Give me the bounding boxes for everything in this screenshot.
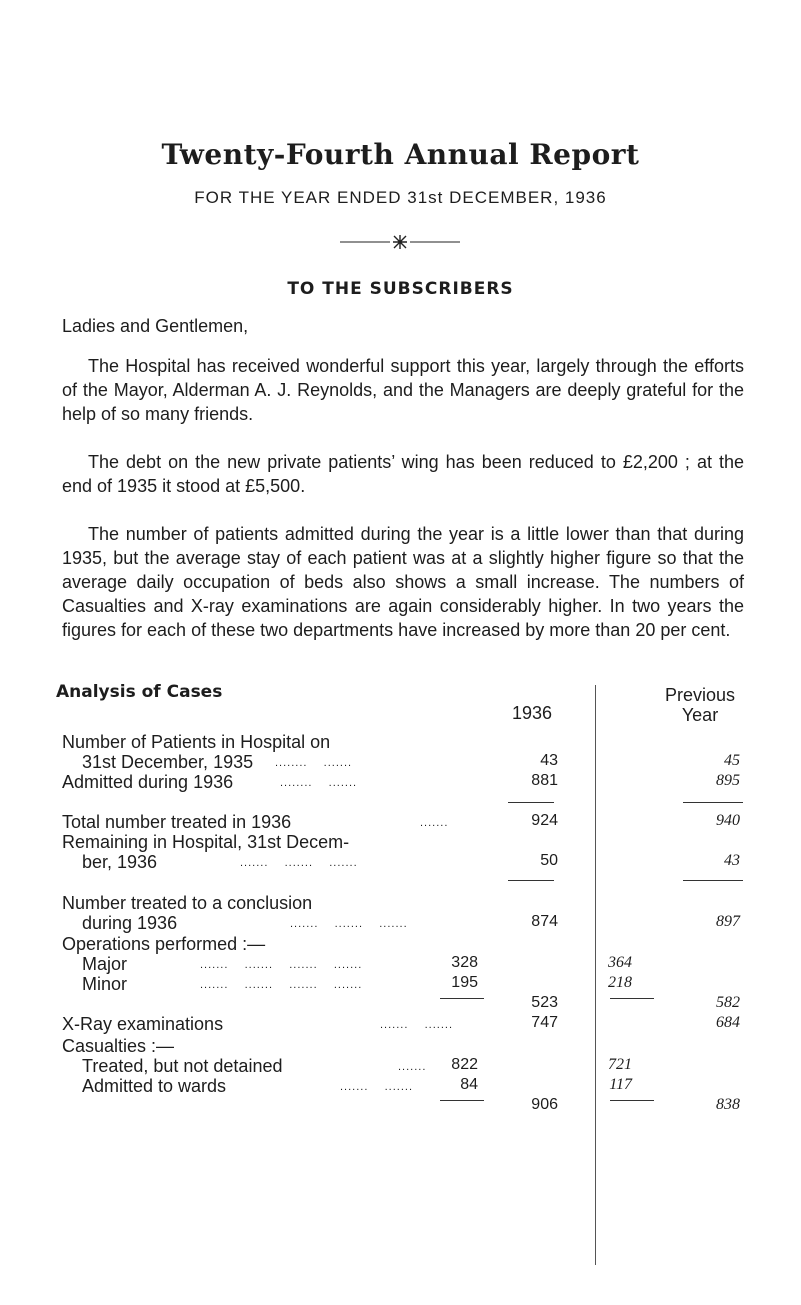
row-label: Casualties :— bbox=[62, 1036, 175, 1056]
section-heading: TO THE SUBSCRIBERS bbox=[287, 279, 514, 299]
report-title: Twenty-Fourth Annual Report bbox=[161, 138, 640, 171]
value-1936: 50 bbox=[540, 852, 558, 869]
salutation: Ladies and Gentlemen, bbox=[62, 316, 249, 336]
value-1936: 747 bbox=[531, 1014, 558, 1031]
leader-dots: ....... ....... ....... bbox=[290, 918, 408, 930]
row-label: Major bbox=[82, 954, 128, 974]
row-label: Treated, but not detained bbox=[82, 1056, 283, 1076]
value-prev: 684 bbox=[716, 1014, 740, 1031]
value-prev: 582 bbox=[716, 994, 740, 1011]
sum-rule bbox=[508, 880, 554, 881]
leader-dots: ....... bbox=[420, 817, 449, 829]
col-prev-header-line2: Year bbox=[681, 705, 719, 725]
row-label: Number treated to a conclusion bbox=[62, 893, 313, 913]
leader-dots: ....... ....... ....... ....... bbox=[200, 959, 363, 971]
leader-dots: ........ ....... bbox=[280, 777, 358, 789]
paragraph-3: The number of patients admitted during the year is a little lower than that during 1935, but the average stay of each patient was at a slightly higher figure so that the average daily occupation of beds also shows a small increase. The numbers of Casualties and X-ray examinations are again considerably higher. In two years the figures for each of these two departments have increased by more than 20 per cent. bbox=[62, 524, 744, 640]
value-1936: 822 bbox=[451, 1056, 478, 1073]
sum-rule bbox=[683, 880, 743, 881]
value-1936: 523 bbox=[531, 994, 558, 1011]
value-1936: 43 bbox=[540, 752, 558, 769]
row-label: Remaining in Hospital, 31st Decem- bbox=[62, 832, 350, 852]
leader-dots: ....... ....... bbox=[340, 1081, 414, 1093]
value-1936: 874 bbox=[531, 913, 558, 930]
row-label: Admitted during 1936 bbox=[62, 772, 234, 792]
value-1936: 84 bbox=[460, 1076, 478, 1093]
row-label: Minor bbox=[82, 974, 128, 994]
value-1936: 906 bbox=[531, 1096, 558, 1113]
sum-rule bbox=[610, 1100, 654, 1101]
value-prev: 897 bbox=[716, 913, 740, 930]
row-label: Operations performed :— bbox=[62, 934, 266, 954]
leader-dots: ....... bbox=[398, 1061, 427, 1073]
leader-dots: ....... ....... bbox=[380, 1019, 454, 1031]
paragraph-1: The Hospital has received wonderful support this year, largely through the efforts of the Mayor, Alderman A. J. Reynolds, and the Managers are deeply grateful for the help of so many friends. bbox=[62, 356, 744, 424]
value-prev: 43 bbox=[724, 852, 740, 869]
row-label: Total number treated in 1936 bbox=[62, 812, 292, 832]
value-1936: 328 bbox=[451, 954, 478, 971]
value-prev: 117 bbox=[609, 1076, 632, 1093]
analysis-title: Analysis of Cases bbox=[56, 682, 223, 702]
paragraph-2: The debt on the new private patients’ wing has been reduced to £2,200 ; at the end of 1935 it stood at £5,500. bbox=[62, 452, 744, 496]
value-prev: 940 bbox=[716, 812, 740, 829]
value-1936: 924 bbox=[531, 812, 558, 829]
value-prev: 45 bbox=[724, 752, 740, 769]
leader-dots: ........ ....... bbox=[275, 757, 353, 769]
sum-rule bbox=[440, 998, 484, 999]
sum-rule bbox=[610, 998, 654, 999]
sum-rule bbox=[508, 802, 554, 803]
value-1936: 195 bbox=[451, 974, 478, 991]
row-label: Admitted to wards bbox=[82, 1076, 227, 1096]
ornament-divider bbox=[340, 232, 460, 252]
col-1936-header: 1936 bbox=[511, 703, 553, 723]
sum-rule bbox=[683, 802, 743, 803]
row-label: 31st December, 1935 bbox=[82, 752, 254, 772]
value-prev: 895 bbox=[716, 772, 740, 789]
leader-dots: ....... ....... ....... ....... bbox=[200, 979, 363, 991]
sum-rule bbox=[440, 1100, 484, 1101]
leader-dots: ....... ....... ....... bbox=[240, 857, 358, 869]
row-label: ber, 1936 bbox=[82, 852, 158, 872]
value-prev: 364 bbox=[608, 954, 632, 971]
value-prev: 721 bbox=[608, 1056, 632, 1073]
value-1936: 881 bbox=[531, 772, 558, 789]
report-subtitle: FOR THE YEAR ENDED 31st DECEMBER, 1936 bbox=[194, 188, 607, 207]
value-prev: 218 bbox=[608, 974, 632, 991]
col-prev-header-line1: Previous bbox=[664, 685, 736, 705]
row-label: Number of Patients in Hospital on bbox=[62, 732, 331, 752]
value-prev: 838 bbox=[716, 1096, 740, 1113]
row-label: during 1936 bbox=[82, 913, 178, 933]
row-label: X-Ray examinations bbox=[62, 1014, 224, 1034]
